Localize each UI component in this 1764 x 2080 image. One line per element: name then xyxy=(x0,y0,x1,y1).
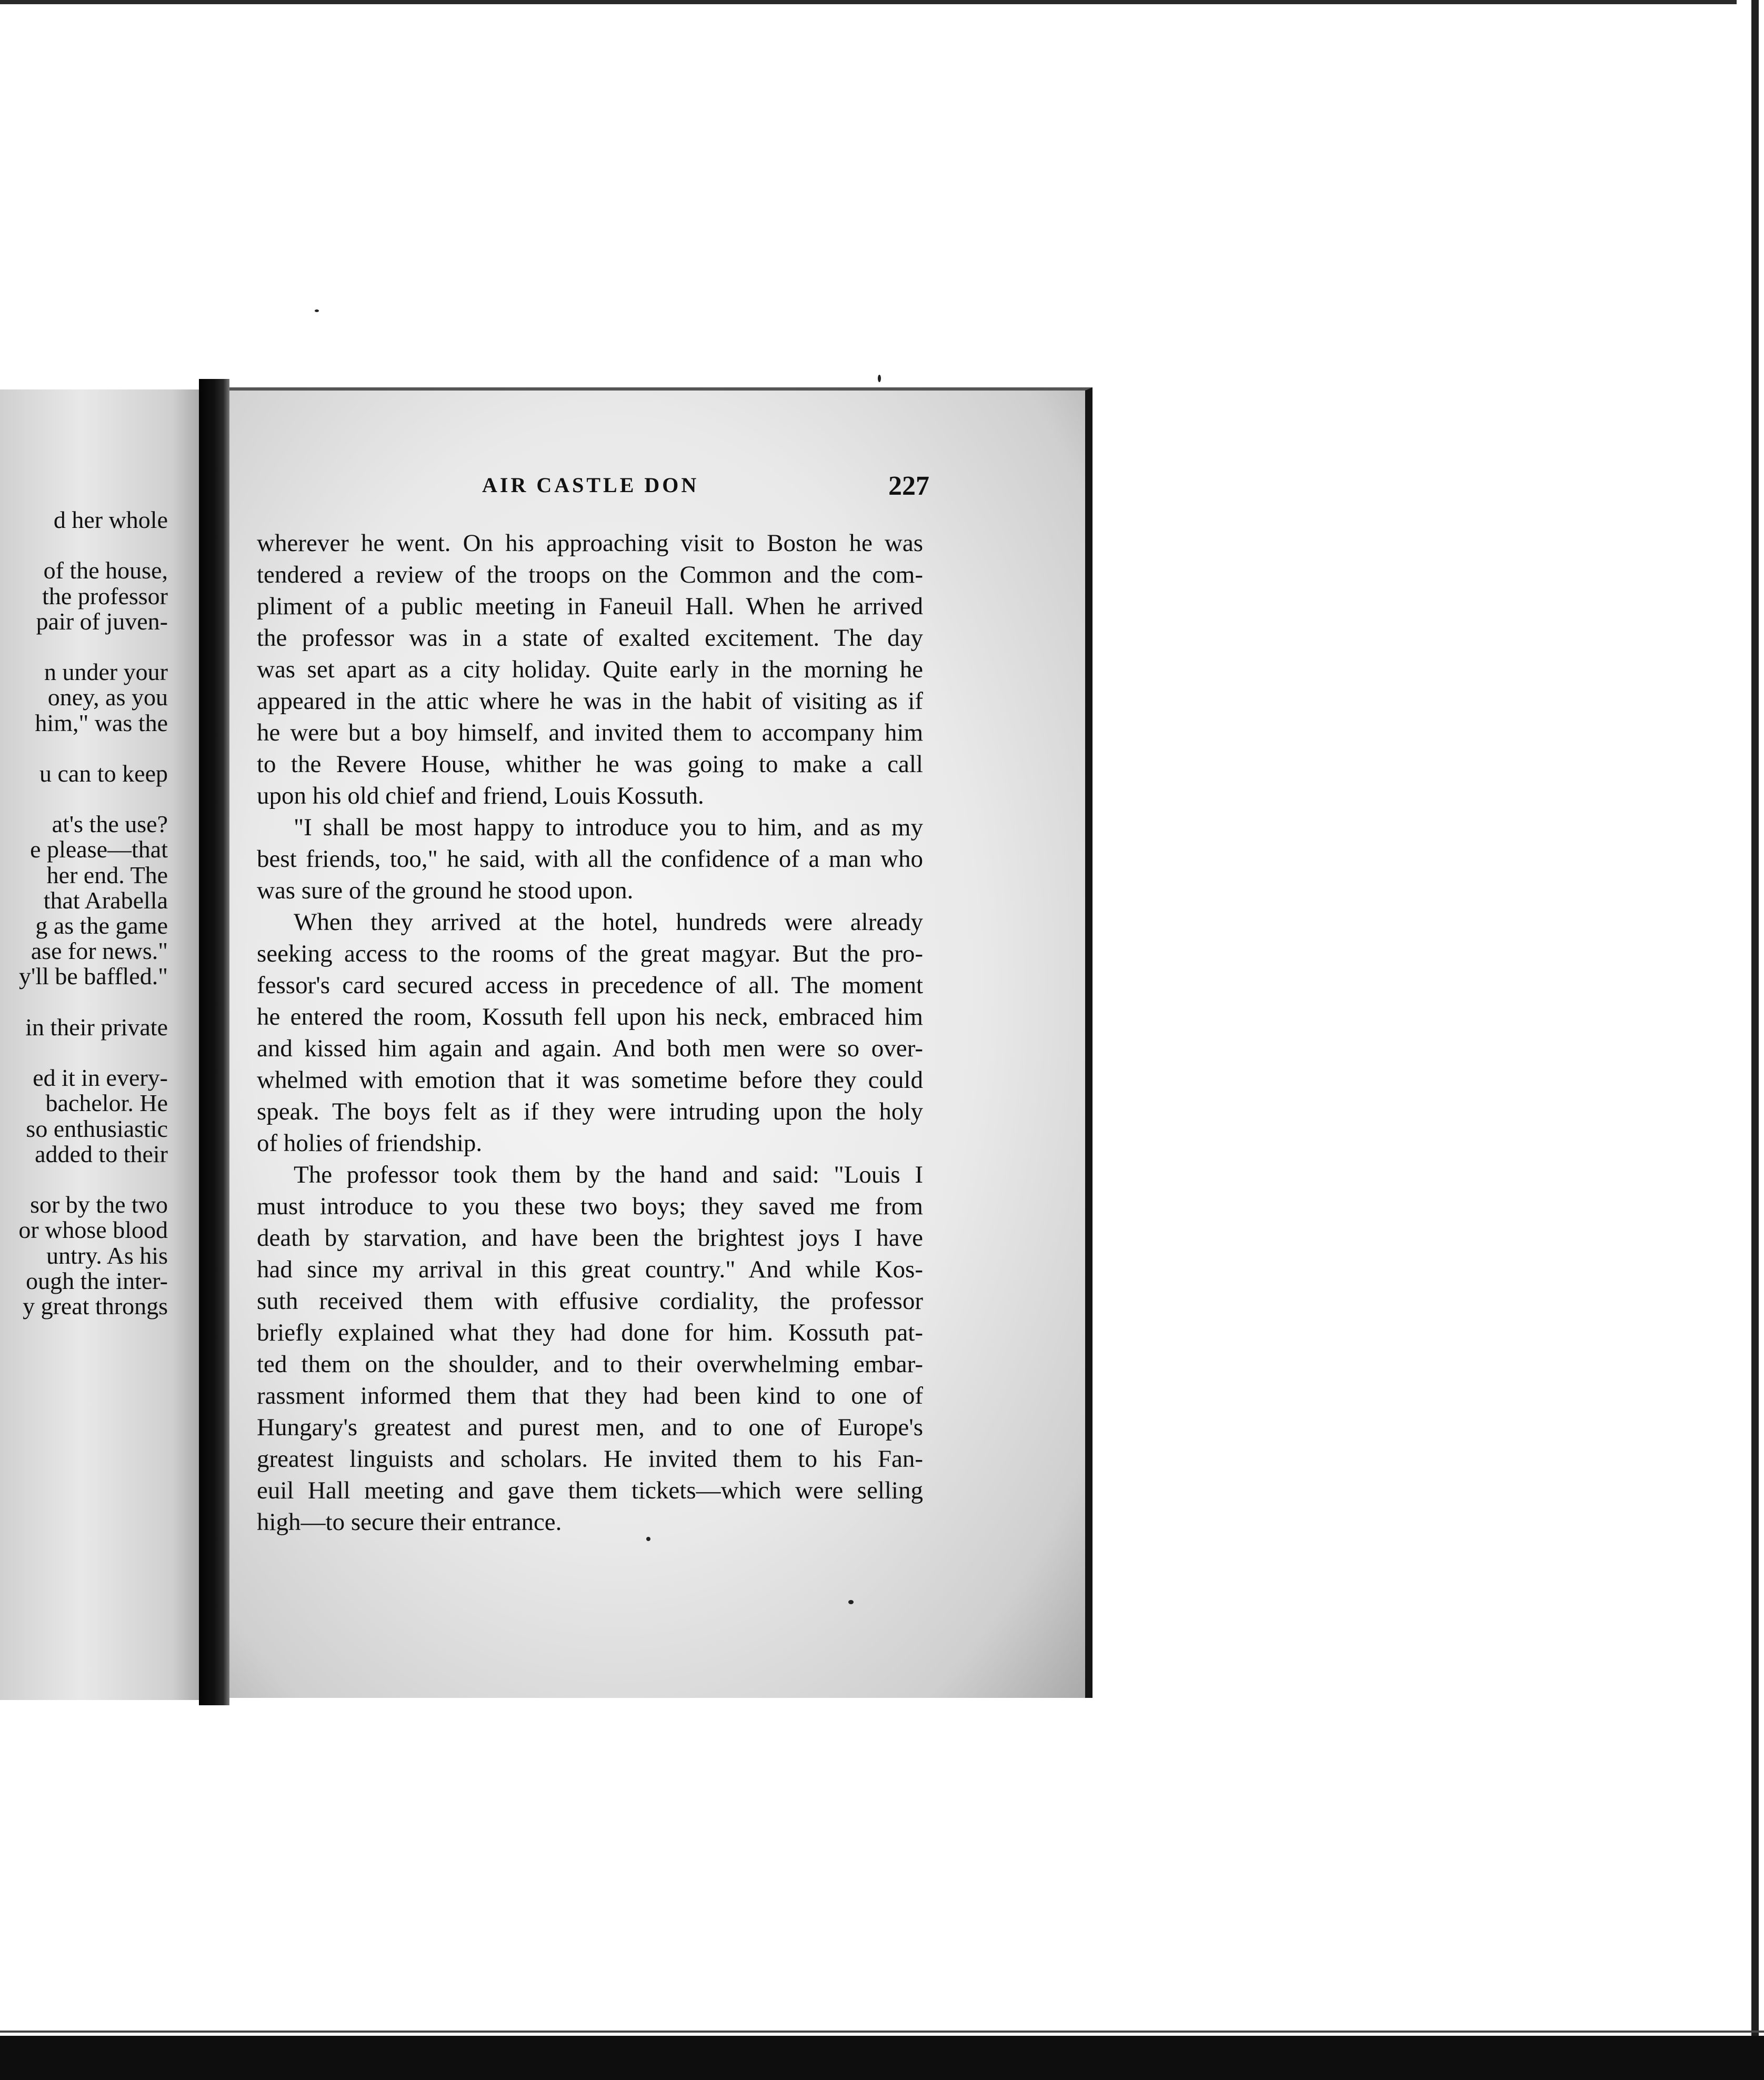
paragraph xyxy=(257,527,923,812)
text-line: high—to secure their entrance. xyxy=(257,1508,562,1536)
left-page-line: e please—that xyxy=(30,836,168,863)
text-line: was set apart as a city holiday. Quite early in the morning he xyxy=(257,656,923,683)
left-page-line: so enthusiastic xyxy=(26,1115,168,1142)
scan-bottom-line xyxy=(0,2031,1764,2033)
right-page xyxy=(229,387,1093,1698)
left-page-line: added to their xyxy=(35,1140,168,1167)
text-line: Hungary's greatest and purest men, and to one of Europe's xyxy=(257,1414,923,1441)
scan-top-edge xyxy=(0,0,1737,4)
scan-speck xyxy=(878,375,881,382)
left-page-line: at's the use? xyxy=(52,811,168,838)
text-line: appeared in the attic where he was in the habit of visiting as if xyxy=(257,687,923,715)
text-line: "I shall be most happy to introduce you to him, and as my xyxy=(294,814,923,841)
text-line: ted them on the shoulder, and to their overwhelming embar- xyxy=(257,1351,923,1378)
left-page-line: untry. As his xyxy=(46,1242,168,1269)
text-line: rassment informed them that they had been kind to one of xyxy=(257,1382,923,1409)
text-line: fessor's card secured access in precedence of all. The moment xyxy=(257,972,923,999)
scan-bottom-edge xyxy=(0,2036,1764,2080)
left-page-line: her end. The xyxy=(46,861,168,888)
left-page-line: n under your xyxy=(44,658,168,686)
scan-right-edge xyxy=(1751,0,1759,2042)
text-line: and kissed him again and again. And both men were so over- xyxy=(257,1035,923,1062)
text-line: was sure of the ground he stood upon. xyxy=(257,877,634,904)
left-page-line: of the house, xyxy=(43,557,168,584)
text-line: pliment of a public meeting in Faneuil Hall. When he arrived xyxy=(257,593,923,620)
scan-speck xyxy=(848,1600,854,1604)
text-line: greatest linguists and scholars. He invited them to his Fan- xyxy=(257,1445,923,1473)
text-line: death by starvation, and have been the brightest joys I have xyxy=(257,1224,923,1252)
text-line: whelmed with emotion that it was sometime before they could xyxy=(257,1066,923,1094)
text-line: wherever he went. On his approaching visit to Boston he was xyxy=(257,529,923,557)
left-page-line: g as the game xyxy=(35,912,168,939)
text-line: best friends, too," he said, with all the confidence of a man who xyxy=(257,845,923,873)
running-head xyxy=(229,473,1156,504)
paragraph xyxy=(257,812,923,906)
text-line: euil Hall meeting and gave them tickets—which were selling xyxy=(257,1477,923,1504)
text-line: of holies of friendship. xyxy=(257,1129,483,1157)
left-page-line: ase for news." xyxy=(31,937,168,965)
left-page-line: u can to keep xyxy=(39,759,168,787)
paragraph xyxy=(257,1159,923,1538)
text-line: briefly explained what they had done for him. Kossuth pat- xyxy=(257,1319,923,1346)
running-head-title: AIR CASTLE DON xyxy=(482,473,699,497)
left-page-line: or whose blood xyxy=(18,1216,168,1244)
text-line: speak. The boys felt as if they were intruding upon the holy xyxy=(257,1098,923,1125)
book-spine-gutter xyxy=(199,379,229,1705)
left-page-fragment xyxy=(0,389,203,1700)
left-page-line: d her whole xyxy=(53,506,168,533)
left-page-line: ed it in every- xyxy=(33,1064,168,1092)
text-line: he were but a boy himself, and invited them to accompany him xyxy=(257,719,923,746)
left-page-line: y great throngs xyxy=(23,1292,168,1319)
text-line: to the Revere House, whither he was going to make a call xyxy=(257,751,923,778)
text-line: he entered the room, Kossuth fell upon his neck, embraced him xyxy=(257,1003,923,1031)
text-line: had since my arrival in this great country." And while Kos- xyxy=(257,1256,923,1283)
left-page-line: bachelor. He xyxy=(45,1089,168,1117)
left-page-line: oney, as you xyxy=(47,684,168,711)
left-page-line: that Arabella xyxy=(43,886,168,914)
text-line: seeking access to the rooms of the great magyar. But the pro- xyxy=(257,940,923,967)
text-line: tendered a review of the troops on the Common and the com- xyxy=(257,561,923,588)
left-page-line: in their private xyxy=(25,1013,168,1041)
text-line: upon his old chief and friend, Louis Kossuth. xyxy=(257,782,704,809)
paragraph xyxy=(257,906,923,1159)
text-line: suth received them with effusive cordiality, the professor xyxy=(257,1287,923,1315)
page-body-text xyxy=(257,527,923,1538)
left-page-line: pair of juven- xyxy=(36,607,168,635)
left-page-line: ough the inter- xyxy=(26,1267,168,1294)
text-line: must introduce to you these two boys; they saved me from xyxy=(257,1193,923,1220)
left-page-line: y'll be baffled." xyxy=(19,963,168,990)
text-line: the professor was in a state of exalted excitement. The day xyxy=(257,624,923,652)
scan-speck xyxy=(315,309,319,312)
scan-speck xyxy=(646,1537,650,1541)
text-line: When they arrived at the hotel, hundreds were already xyxy=(294,908,923,936)
left-page-line: him," was the xyxy=(35,709,168,736)
text-line: The professor took them by the hand and said: "Louis I xyxy=(294,1161,923,1188)
page-number: 227 xyxy=(888,471,929,501)
left-page-line: sor by the two xyxy=(30,1191,168,1218)
left-page-line: the professor xyxy=(42,582,168,609)
